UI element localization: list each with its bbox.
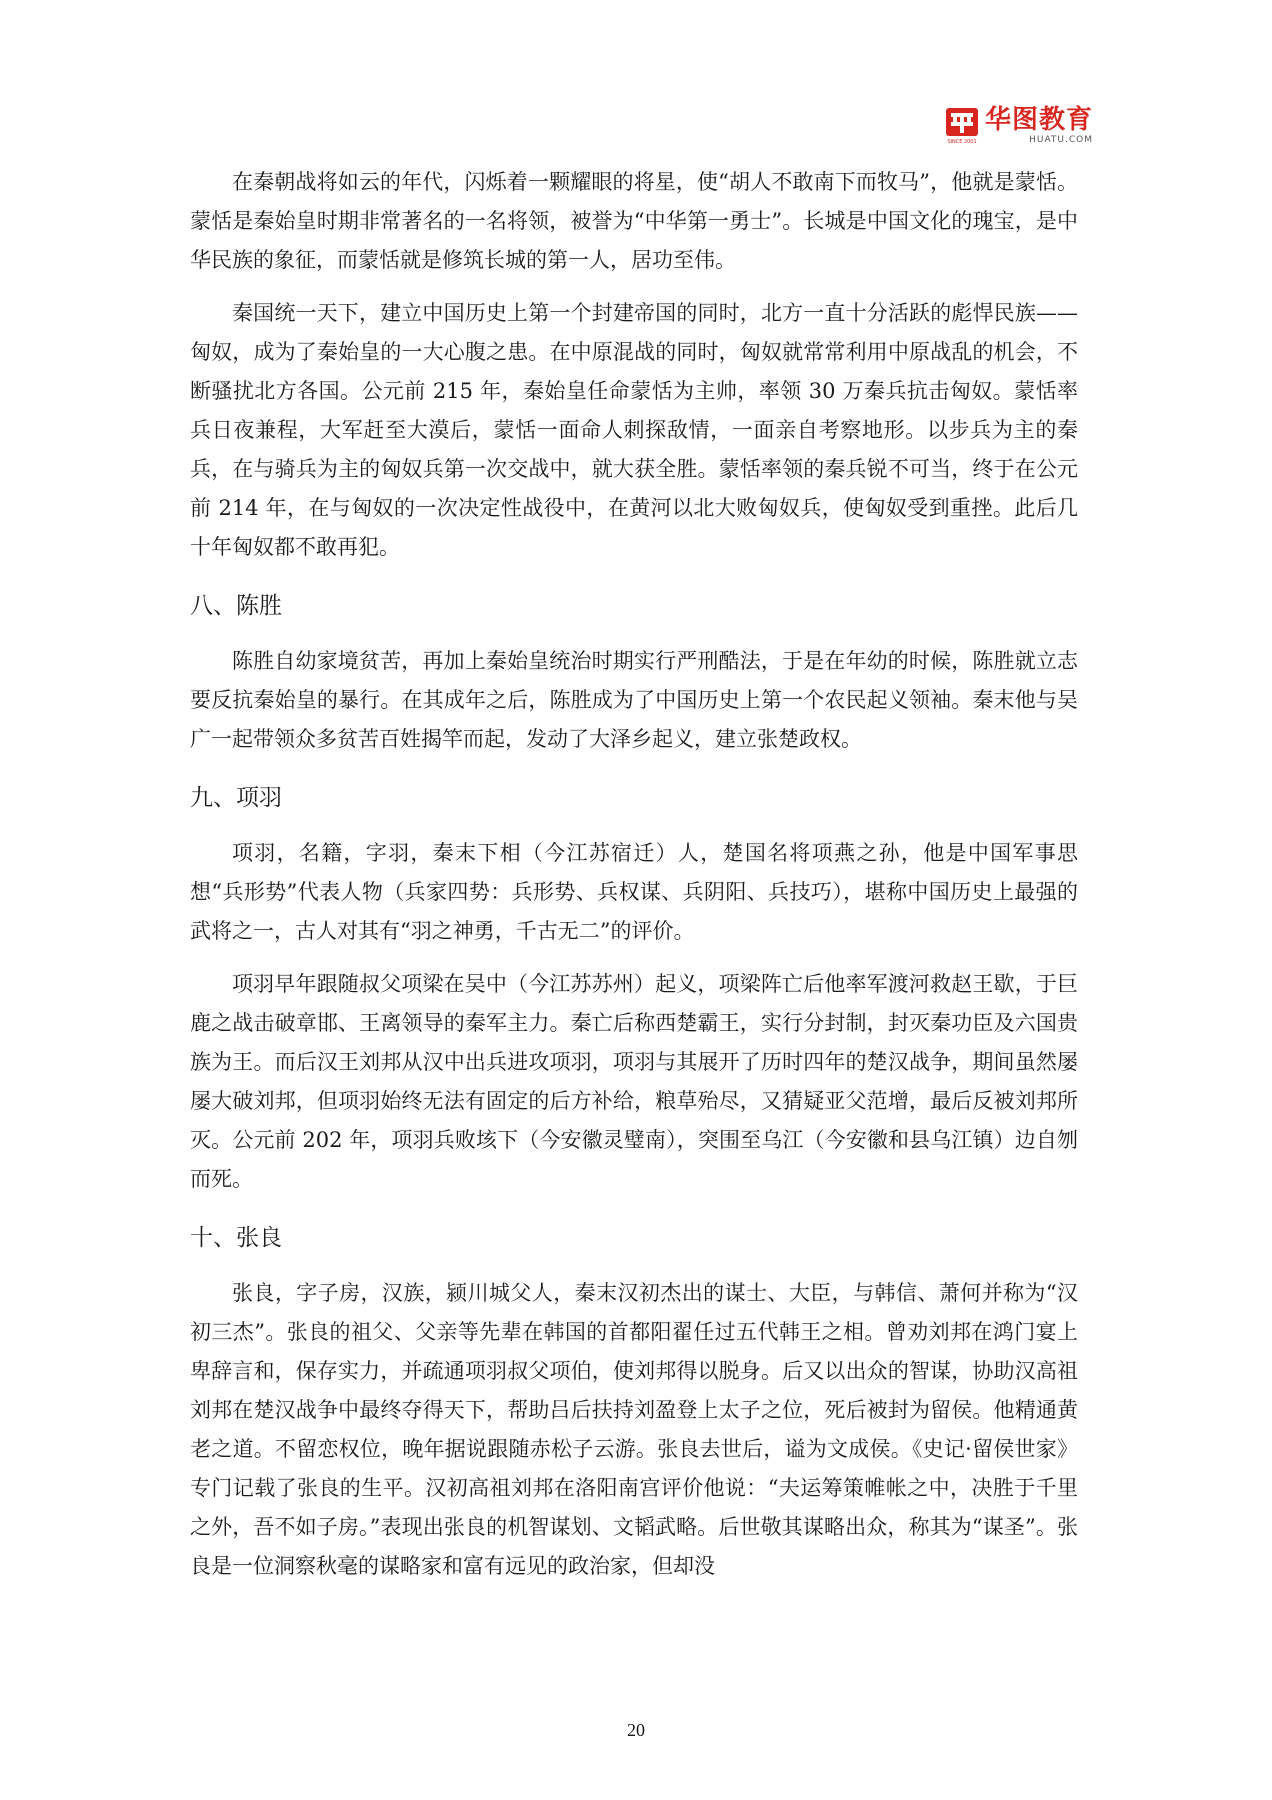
logo-text-group xyxy=(985,107,1093,145)
huatu-logo xyxy=(945,107,1093,145)
section-title-zhangliang: 十、张良 xyxy=(190,1225,282,1251)
logo-since-text: SINCE 2001 xyxy=(947,139,977,145)
paragraph-mengtian-intro: 在秦朝战将如云的年代，闪烁着一颗耀眼的将星，使“胡人不敢南下而牧马”，他就是蒙恬。蒙恬是秦始皇时期非常著名的一名将领，被誉为“中华第一勇士”。长城是中国文化的瑰宝，是中华民族的象征，而蒙恬就是修筑长城的第一人，居功至伟。 xyxy=(190,170,1078,272)
paragraph-zhangliang: 张良，字子房，汉族，颍川城父人，秦末汉初杰出的谋士、大臣，与韩信、萧何并称为“汉初三杰”。张良的祖父、父亲等先辈在韩国的首都阳翟任过五代韩王之相。曾劝刘邦在鸿门宴上卑辞言和，保存实力，并疏通项羽叔父项伯，使刘邦得以脱身。后又以出众的智谋，协助汉高祖刘邦在楚汉战争中最终夺得天下，帮助吕后扶持刘盈登上太子之位，死后被封为留侯。他精通黄老之道。不留恋权位，晚年据说跟随赤松子云游。张良去世后，谥为文成侯。《史记·留侯世家》专门记载了张良的生平。汉初高祖刘邦在洛阳南宫评价他说：“夫运筹策帷帐之中，决胜于千里之外，吾不如子房。”表现出张良的机智谋划、文韬武略。后世敬其谋略出众，称其为“谋圣”。张良是一位洞察秋毫的谋略家和富有远见的政治家，但却没 xyxy=(190,1281,1078,1578)
document-body xyxy=(190,163,1078,1600)
section-title-chensheng: 八、陈胜 xyxy=(190,593,282,619)
section-title-xiangyu: 九、项羽 xyxy=(190,785,282,811)
paragraph-xiangyu-history: 项羽早年跟随叔父项梁在吴中（今江苏苏州）起义，项梁阵亡后他率军渡河救赵王歇，于巨鹿之战击破章邯、王离领导的秦军主力。秦亡后称西楚霸王，实行分封制，封灭秦功臣及六国贵族为王。而后汉王刘邦从汉中出兵进攻项羽，项羽与其展开了历时四年的楚汉战争，期间虽然屡屡大破刘邦，但项羽始终无法有固定的后方补给，粮草殆尽，又猜疑亚父范增，最后反被刘邦所灭。公元前 202 年，项羽兵败垓下（今安徽灵璧南），突围至乌江（今安徽和县乌江镇）边自刎而死。 xyxy=(190,972,1078,1191)
logo-domain: HUATU.COM xyxy=(1029,135,1094,145)
paragraph-xiangyu-intro: 项羽，名籍，字羽，秦末下相（今江苏宿迁）人，楚国名将项燕之孙，他是中国军事思想“兵形势”代表人物（兵家四势：兵形势、兵权谋、兵阴阳、兵技巧），堪称中国历史上最强的武将之一，古人对其有“羽之神勇，千古无二”的评价。 xyxy=(190,841,1078,943)
huatu-logo-icon xyxy=(945,107,979,145)
logo-brand-name: 华图教育 xyxy=(985,105,1094,135)
paragraph-mengtian-xiongnu: 秦国统一天下，建立中国历史上第一个封建帝国的同时，北方一直十分活跃的彪悍民族——匈奴，成为了秦始皇的一大心腹之患。在中原混战的同时，匈奴就常常利用中原战乱的机会，不断骚扰北方各国。公元前 215 年，秦始皇任命蒙恬为主帅，率领 30 万秦兵抗击匈奴。蒙恬率兵日夜兼程，大军赶至大漠后，蒙恬一面命人刺探敌情，一面亲自考察地形。以步兵为主的秦兵，在与骑兵为主的匈奴兵第一次交战中，就大获全胜。蒙恬率领的秦兵锐不可当，终于在公元前 214 年，在与匈奴的一次决定性战役中，在黄河以北大败匈奴兵，使匈奴受到重挫。此后几十年匈奴都不敢再犯。 xyxy=(190,301,1078,559)
paragraph-chensheng: 陈胜自幼家境贫苦，再加上秦始皇统治时期实行严刑酷法，于是在年幼的时候，陈胜就立志要反抗秦始皇的暴行。在其成年之后，陈胜成为了中国历史上第一个农民起义领袖。秦末他与吴广一起带领众多贫苦百姓揭竿而起，发动了大泽乡起义，建立张楚政权。 xyxy=(190,649,1078,751)
page-number: 20 xyxy=(627,1720,645,1740)
